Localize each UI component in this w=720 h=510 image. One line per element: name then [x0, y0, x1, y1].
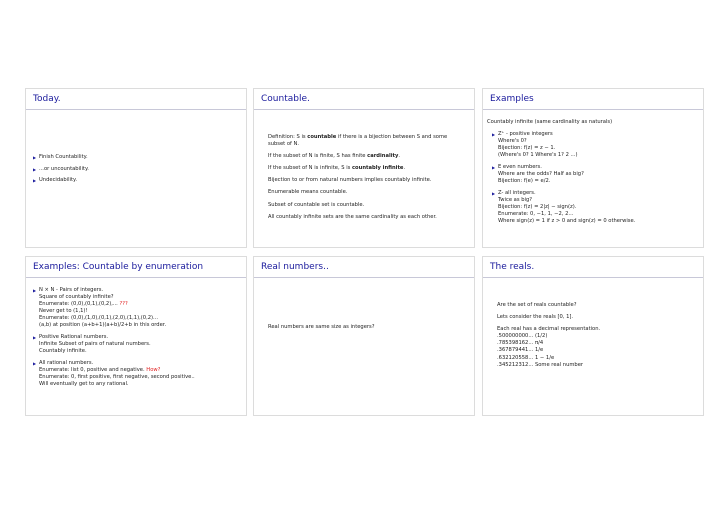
text-line: Are the set of reals countable? — [497, 302, 577, 308]
text-line: .785398162... π/4 — [497, 340, 544, 347]
bullet-icon: ▶ — [33, 178, 37, 184]
slide-content — [497, 302, 703, 369]
intro-text: Countably infinite (same cardinality as naturals) — [487, 119, 613, 125]
bullet-icon: ▶ — [33, 288, 37, 293]
title-divider — [254, 277, 474, 278]
list-item: ▶ Positive Rational numbers. Infinite Subset of pairs of natural numbers. Countably infinite. — [33, 334, 151, 355]
title-divider — [26, 277, 246, 278]
slide-title: Today. — [33, 94, 61, 104]
slide-title: Real numbers.. — [261, 262, 329, 272]
bullet-list — [26, 287, 246, 388]
bullet-icon: ▶ — [492, 132, 496, 138]
list-item: ▶ E even numbers. Where are the odds? Half as big? Bijection: f(e) = e/2. — [492, 163, 584, 185]
list-item: ▶ Z⁺ - positive integers Where's 0? Bijection: f(z) = z − 1. (Where's 0? 1 Where's 1? 2 ...) — [492, 131, 578, 159]
highlight-text: How? — [146, 366, 161, 373]
text-line: .632120558... 1 − 1/e — [497, 354, 555, 361]
title-divider — [483, 277, 703, 278]
bullet-list — [26, 154, 246, 184]
definition-text: subset of N. — [268, 141, 300, 148]
bullet-icon: ▶ — [33, 166, 37, 172]
list-item: ▶ N × N - Pairs of integers. Square of countably infinite? Enumerate: (0,0),(0,1),(0,2),... ??? Never get to (1,1)! Enumerate: (0,0),(1,0),(0,1),(2,0),(1,1),(0,2)... (a,b) at position (a+b+1)(a+b)/2+b in this order. — [33, 287, 167, 329]
list-item: ▶ Z- all integers. Twice as big? Bijection: f(z) = 2|z| − sign(z). Enumerate: 0, −1, 1, −2, 2... Where sign(z) = 1 if z > 0 and sign(z) = 0 otherwise. — [492, 189, 636, 225]
slide-content — [485, 119, 703, 230]
slide-content — [268, 134, 474, 221]
highlight-text: ??? — [119, 301, 128, 308]
text-line: All countably infinite sets are the same cardinality as each other. — [268, 213, 437, 220]
list-item: ▶ Undecidability. — [33, 177, 77, 184]
slide-examples — [482, 88, 704, 248]
slide-title: Examples — [490, 94, 534, 104]
bullet-icon: ▶ — [33, 360, 37, 366]
slide-content — [268, 324, 474, 331]
slide-title: Examples: Countable by enumeration — [33, 262, 204, 272]
text-line: Real numbers are same size as integers? — [268, 324, 375, 330]
slide-the-reals — [482, 256, 704, 416]
text-line: .367879441... 1/e — [497, 347, 544, 354]
slide-title: The reals. — [490, 262, 535, 272]
title-divider — [254, 109, 474, 110]
text-line: Each real has a decimal representation. — [497, 326, 601, 333]
slide-content — [26, 287, 246, 393]
text-line: .500000000... (1/2) — [497, 333, 548, 340]
bullet-icon: ▶ — [33, 155, 37, 160]
list-item: ▶ Finish Countability. — [33, 154, 88, 160]
title-divider — [483, 109, 703, 110]
bullet-icon: ▶ — [33, 335, 37, 341]
slide-today — [25, 88, 247, 248]
list-item: ▶ All rational numbers. Enumerate: list 0, positive and negative. How? Enumerate: 0, first positive, first negative, second positive.. Will eventually get to any rational. — [33, 359, 195, 388]
bullet-icon: ▶ — [492, 190, 496, 196]
slide-content — [26, 154, 246, 189]
bullet-list — [485, 131, 703, 225]
text-line: Bijection to or from natural numbers implies countably infinite. — [268, 177, 432, 184]
text-line: Enumerable means countable. — [268, 189, 348, 196]
text-line: Lets consider the reals [0, 1]. — [497, 314, 574, 321]
bullet-icon: ▶ — [492, 164, 496, 170]
text-line: .345212312... Some real number — [497, 361, 584, 368]
definition-text: Definition: S is countable if there is a bijection between S and some — [268, 134, 448, 140]
text-line: Subset of countable set is countable. — [268, 201, 365, 208]
list-item: ▶ ...or uncountability. — [33, 165, 89, 172]
finite-text: If the subset of N is finite, S has finite cardinality. — [268, 153, 401, 160]
slide-title: Countable. — [261, 94, 310, 104]
infinite-text: If the subset of N is infinite, S is countably infinite. — [268, 165, 406, 172]
slide-enumeration — [25, 256, 247, 416]
title-divider — [26, 109, 246, 110]
slide-countable — [253, 88, 475, 248]
slide-real-numbers — [253, 256, 475, 416]
